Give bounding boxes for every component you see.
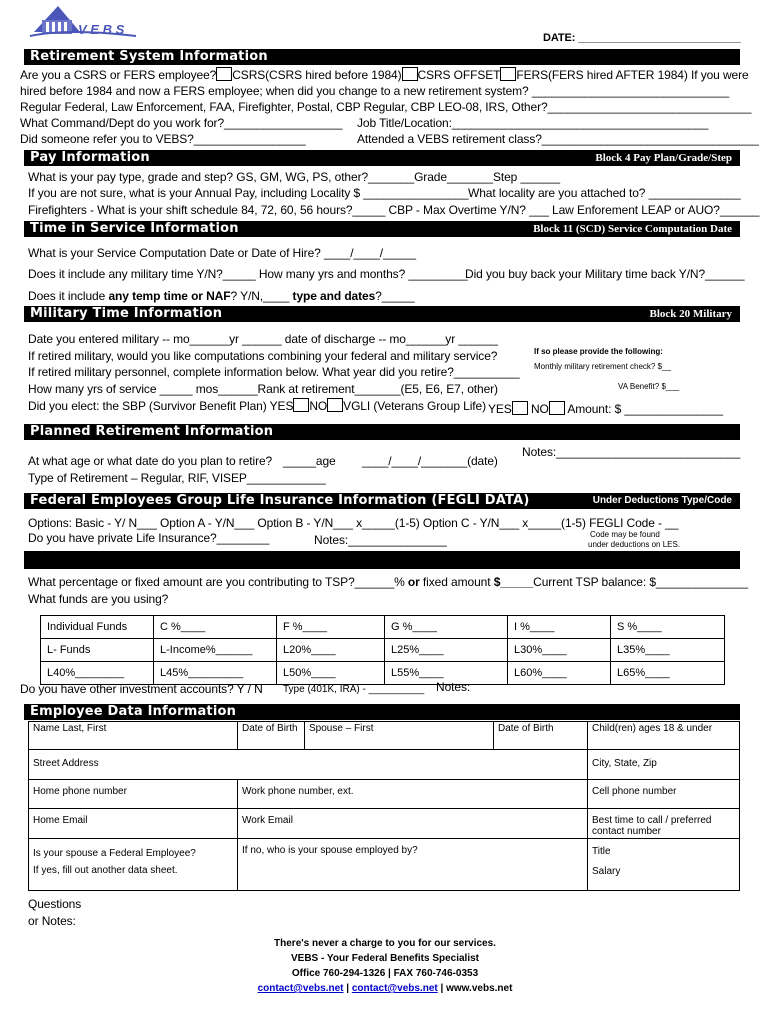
fegli-side-2: under deductions on LES. (588, 540, 681, 549)
brand-text: V E B S (78, 22, 125, 37)
table-cell[interactable]: L50%____ (277, 662, 385, 685)
sbp-line: Did you elect: the SBP (Survivor Benefit Plan) YES NO VGLI (Veterans Group Life) (28, 399, 486, 413)
children-field[interactable]: Child(ren) ages 18 & under (588, 722, 740, 750)
table-cell[interactable]: L-Income%______ (154, 639, 277, 662)
table-cell[interactable]: L60%____ (508, 662, 611, 685)
table-cell[interactable]: L55%____ (385, 662, 508, 685)
fegli-side-1: Code may be found (590, 530, 660, 539)
pay-line-3[interactable]: Firefighters - What is your shift schedule 84, 72, 60, 56 hours?_____ CBP - Max Overtime Y/N? ___ Law Enforement LEAP or AUO?______ (28, 203, 760, 217)
planned-notes-field[interactable]: Notes:____________________________ (522, 445, 741, 459)
vgli-options: YES NO Amount: $ _______________ (488, 402, 723, 416)
section-pay (24, 150, 740, 166)
section-military (24, 306, 740, 322)
command-field[interactable]: What Command/Dept do you work for?__________________ (20, 116, 343, 130)
street-field[interactable]: Street Address (29, 750, 588, 780)
section-title: Military Time Information (30, 306, 223, 321)
table-row (29, 839, 740, 891)
investment-notes-field[interactable]: Notes: (436, 680, 471, 694)
other-investments-question[interactable]: Do you have other investment accounts? Y / N (20, 682, 263, 696)
retire-date-field[interactable]: ____/____/_______(date) (362, 454, 498, 468)
pay-line-1[interactable]: What is your pay type, grade and step? GS, GM, WG, PS, other?_______Grade_______Step ______ (28, 170, 560, 184)
questions-label: Questions (28, 897, 82, 911)
section-note: Under Deductions Type/Code (592, 495, 732, 506)
section-time (24, 221, 740, 237)
buyback-field[interactable]: Did you buy back your Military time back Y/N?______ (465, 267, 745, 281)
table-row (29, 750, 740, 780)
tsp-funds-table (40, 615, 725, 685)
spouse-field[interactable]: Spouse – First (305, 722, 494, 750)
section-title: Retirement System Information (30, 49, 268, 64)
scd-field[interactable]: What is your Service Computation Date or Date of Hire? ____/____/_____ (28, 246, 416, 260)
investment-type-field[interactable]: Type (401K, IRA) - __________ (283, 684, 425, 695)
section-title: Pay Information (30, 150, 150, 165)
section-title: Planned Retirement Information (30, 424, 274, 439)
spouse-dob-field[interactable]: Date of Birth (494, 722, 588, 750)
tsp-funds-question: What funds are you using? (28, 592, 169, 606)
best-time-field[interactable]: Best time to call / preferred contact number (588, 809, 740, 839)
fers-checkbox[interactable] (500, 67, 516, 81)
email-link-2[interactable]: contact@vebs.net (351, 983, 438, 994)
vgli-yes-checkbox[interactable] (512, 401, 528, 415)
retirement-type-field[interactable]: Type of Retirement – Regular, RIF, VISEP____________ (28, 471, 326, 485)
employee-data-table (28, 721, 740, 891)
table-row (41, 616, 725, 639)
section-retirement (24, 49, 740, 65)
military-side-3[interactable]: VA Benefit? $___ (618, 382, 680, 391)
section-employee (24, 704, 740, 720)
table-cell[interactable]: C %____ (154, 616, 277, 639)
table-cell[interactable]: L20%____ (277, 639, 385, 662)
csrs-offset-checkbox[interactable] (402, 67, 418, 81)
city-field[interactable]: City, State, Zip (588, 750, 740, 780)
retire-year-field[interactable]: If retired military personnel, complete information below. What year did you retire?__________ (28, 365, 520, 379)
job-title-field[interactable]: Job Title/Location:_______________________________________ (357, 116, 709, 130)
private-insurance-field[interactable]: Do you have private Life Insurance?________ (28, 531, 270, 545)
section-fegli (24, 493, 740, 509)
section-note: Block 11 (SCD) Service Computation Date (533, 223, 732, 235)
table-row (29, 809, 740, 839)
retirement-line-2[interactable]: hired before 1984 and now a FERS employee; when did you change to a new retirement system? ______________________________ (20, 84, 730, 98)
retire-age-field[interactable]: _____age (283, 454, 336, 468)
spouse-federal-field[interactable]: Is your spouse a Federal Employee? If yes, fill out another data sheet. (29, 839, 238, 891)
referral-field[interactable]: Did someone refer you to VEBS?_________________ (20, 132, 306, 146)
table-cell[interactable]: L30%____ (508, 639, 611, 662)
temp-time-field[interactable]: Does it include any temp time or NAF? Y/N,____ type and dates?_____ (28, 289, 415, 303)
logo (28, 2, 138, 40)
table-cell[interactable]: I %____ (508, 616, 611, 639)
military-side-1: If so please provide the following: (534, 347, 663, 356)
work-phone-field[interactable]: Work phone number, ext. (238, 780, 588, 809)
fegli-notes-field[interactable]: Notes:_______________ (314, 533, 447, 547)
email-link[interactable]: contact@vebs.net (257, 983, 344, 994)
sbp-no-checkbox[interactable] (327, 398, 343, 412)
section-title: Time in Service Information (30, 221, 239, 236)
military-time-field[interactable]: Does it include any military time Y/N?_____ How many yrs and months? _________ (28, 267, 468, 281)
table-cell[interactable]: L25%____ (385, 639, 508, 662)
annual-pay-field[interactable]: If you are not sure, what is your Annual Pay, including Locality $ ________________ (28, 186, 469, 200)
section-note: Block 4 Pay Plan/Grade/Step (595, 152, 732, 164)
spouse-employer-field[interactable]: If no, who is your spouse employed by? (238, 839, 588, 891)
tsp-contribution-field[interactable]: What percentage or fixed amount are you contributing to TSP?______% or fixed amount $_____Current TSP balance: $______________ (28, 575, 748, 589)
service-years-field[interactable]: How many yrs of service _____ mos______Rank at retirement_______(E5, E6, E7, other) (28, 382, 498, 396)
home-phone-field[interactable]: Home phone number (29, 780, 238, 809)
table-cell: L- Funds (41, 639, 154, 662)
table-row (29, 780, 740, 809)
table-cell: Individual Funds (41, 616, 154, 639)
table-cell[interactable]: L35%____ (611, 639, 725, 662)
footer-line-4: contact@vebs.net | contact@vebs.net | www.vebs.net (257, 983, 513, 994)
vgli-no-checkbox[interactable] (549, 401, 565, 415)
section-planned (24, 424, 740, 440)
military-dates-field[interactable]: Date you entered military -- mo______yr ______ date of discharge -- mo______yr ______ (28, 332, 498, 346)
cell-phone-field[interactable]: Cell phone number (588, 780, 740, 809)
table-cell[interactable]: S %____ (611, 616, 725, 639)
work-email-field[interactable]: Work Email (238, 809, 588, 839)
table-cell[interactable]: L45%_________ (154, 662, 277, 685)
notes-label[interactable]: or Notes: (28, 914, 76, 928)
section-title: Federal Employees Group Life Insurance Information (FEGLI DATA) (30, 493, 530, 508)
retirement-line-3[interactable]: Regular Federal, Law Enforcement, FAA, Firefighter, Postal, CBP Regular, CBP LEO-08, IRS, Other?_______________________________ (20, 100, 752, 114)
table-row (29, 722, 740, 750)
table-row (41, 639, 725, 662)
date-field[interactable]: DATE: ___________________________ (543, 32, 741, 44)
fegli-options-field[interactable]: Options: Basic - Y/ N___ Option A - Y/N___ Option B - Y/N___ x_____(1-5) Option C - Y/N___ x_____(1-5) FEGLI Code - __ (28, 516, 679, 530)
footer-line-2: VEBS - Your Federal Benefits Specialist (290, 953, 480, 964)
footer-line-1: There's never a charge to you for our services. (274, 938, 496, 949)
locality-field[interactable]: What locality are you attached to? ______________ (468, 186, 741, 200)
table-cell[interactable]: G %____ (385, 616, 508, 639)
sbp-yes-checkbox[interactable] (293, 398, 309, 412)
section-title: Employee Data Information (30, 704, 237, 719)
retirement-line-1: Are you a CSRS or FERS employee? CSRS(CSRS hired before 1984) CSRS OFFSET FERS(FERS hired AFTER 1984) If you were (20, 68, 749, 82)
csrs-checkbox[interactable] (216, 67, 232, 81)
section-note: Block 20 Military (649, 308, 732, 320)
home-email-field[interactable]: Home Email (29, 809, 238, 839)
combine-question: If retired military, would you like computations combining your federal and military service? (28, 349, 498, 363)
retire-age-question: At what age or what date do you plan to retire? (28, 454, 273, 468)
military-side-2[interactable]: Monthly military retirement check? $__ (534, 362, 671, 371)
footer-line-3: Office 760-294-1326 | FAX 760-746-0353 (291, 968, 479, 979)
table-cell[interactable]: F %____ (277, 616, 385, 639)
table-cell[interactable]: L40%________ (41, 662, 154, 685)
vgli-amount-field[interactable]: Amount: $ _______________ (567, 402, 723, 416)
class-field[interactable]: Attended a VEBS retirement class?_________________________________ (357, 132, 759, 146)
name-field[interactable]: Name Last, First (29, 722, 238, 750)
section-tsp (24, 551, 740, 569)
dob-field[interactable]: Date of Birth (238, 722, 305, 750)
table-cell[interactable]: L65%____ (611, 662, 725, 685)
title-salary-field[interactable]: Title Salary (588, 839, 740, 891)
